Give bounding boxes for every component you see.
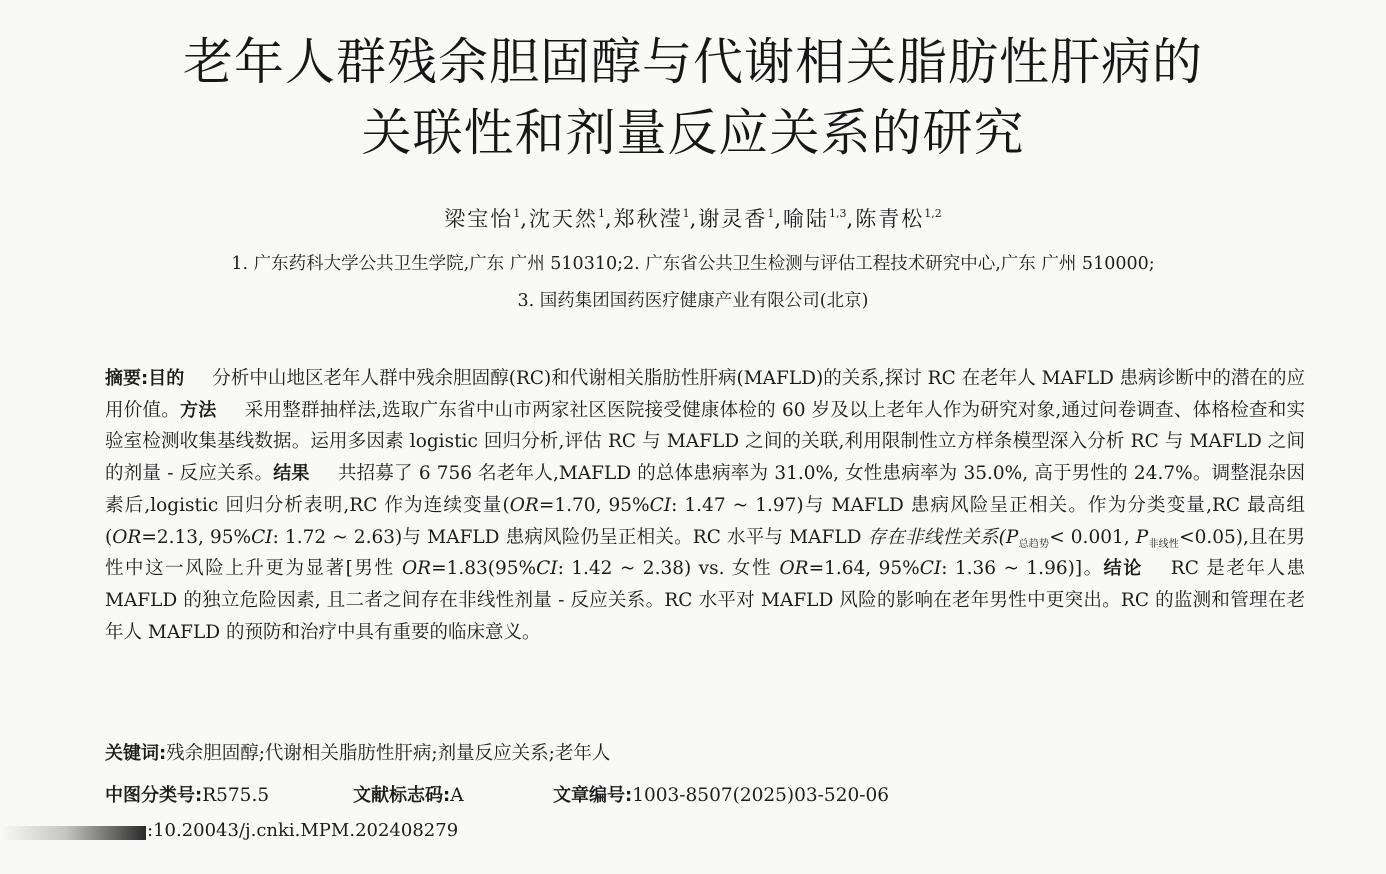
article-number [553, 781, 889, 807]
keywords-label: 关键词: [105, 743, 167, 764]
author-separator: , [774, 207, 784, 231]
author-affiliation-mark: 1 [513, 207, 521, 220]
doc-code-value: A [450, 785, 464, 806]
results-text: =1.70, 95% [538, 494, 650, 516]
conclusion-label: 结论 [1103, 558, 1143, 580]
objective-label: 目的 [148, 368, 185, 389]
author-affiliation-mark: 1 [597, 207, 605, 220]
author-list [0, 203, 1386, 233]
paper-title-line-1: 老年人群残余胆固醇与代谢相关脂肪性肝病的 [183, 33, 1203, 91]
doc-code-label: 文献标志码: [353, 785, 451, 806]
odds-ratio-symbol: OR [401, 558, 432, 580]
author-separator: , [604, 207, 614, 231]
abstract [105, 363, 1305, 648]
clc-number [105, 781, 269, 807]
p-value-symbol: P [1135, 526, 1149, 548]
author-name: 喻陆 [783, 207, 830, 231]
results-text: =1.64, 95% [808, 558, 920, 580]
confidence-interval-symbol: CI [251, 526, 273, 548]
clc-value: R575.5 [202, 785, 270, 806]
results-text: =2.13, 95% [141, 526, 252, 548]
p-value-subscript: 总趋势 [1018, 538, 1050, 550]
author-name: 陈青松 [855, 207, 925, 231]
results-text: : 1.42 ~ 2.38) vs. 女性 [557, 558, 780, 580]
keywords-value: 残余胆固醇;代谢相关脂肪性肝病;剂量反应关系;老年人 [166, 743, 611, 764]
article-number-value: 1003-8507(2025)03-520-06 [632, 785, 890, 806]
article-number-label: 文章编号: [553, 785, 633, 806]
author-name: 谢灵香 [698, 207, 768, 231]
document-code [353, 781, 464, 807]
author-affiliation-mark: 1,3 [829, 207, 847, 220]
doi-line: :10.20043/j.cnki.MPM.202408279 [147, 820, 459, 841]
affiliation-line-2: 3. 国药集团国药医疗健康产业有限公司(北京) [517, 291, 869, 311]
confidence-interval-symbol: CI [919, 558, 942, 580]
results-text-italic: 存在非线性关系( [867, 526, 1006, 548]
confidence-interval-symbol: CI [536, 558, 558, 580]
methods-text: 采用整群抽样法,选取广东省中山市两家社区医院接受健康体检的 60 岁及以上老年人作为研究对象,通过问卷调查、体格检查和实验室检测收集基线数据。运用多因素 logistic 回归分析,评估 RC 与 MAFLD 之间的关联,利用限制性立方样条模型深入分析 RC 与 MAFLD 之间的剂量 - 反应关系。 [105, 399, 1305, 485]
results-text: =1.83(95% [431, 558, 537, 580]
author-name: 梁宝怡 [444, 207, 514, 231]
objective-text: 分析中山地区老年人群中残余胆固醇(RC)和代谢相关脂肪性肝病(MAFLD)的关系,探讨 RC 在老年人 MAFLD 患病诊断中的潜在的应用价值。 [105, 368, 1305, 421]
author-affiliation-mark: 1 [767, 207, 775, 220]
author-separator: , [689, 207, 699, 231]
keywords-line [105, 739, 610, 765]
abstract-label: 摘要: [105, 368, 149, 389]
results-text: : 1.47 ~ 1.97)与 MAFLD 患病风险呈正相关。作为分类变量,RC 最高组( [105, 494, 1305, 548]
results-text: <0.05),且在男性中这一风险上升更为显著[男性 [105, 526, 1306, 580]
paper-title-line-2: 关联性和剂量反应关系的研究 [361, 104, 1025, 162]
doi-label-bar [0, 826, 146, 840]
affiliation-line-1: 1. 广东药科大学公共卫生学院,广东 广州 510310;2. 广东省公共卫生检测与评估工程技术研究中心,广东 广州 510000; [231, 254, 1155, 274]
results-text: 共招募了 6 756 名老年人,MAFLD 的总体患病率为 31.0%, 女性患病率为 35.0%, 高于男性的 24.7%。调整混杂因素后,logistic 回归分析表明,RC 作为连续变量( [105, 463, 1306, 516]
p-value-symbol: P [1005, 526, 1019, 548]
methods-label: 方法 [180, 399, 217, 421]
odds-ratio-symbol: OR [509, 494, 539, 516]
odds-ratio-symbol: OR [779, 558, 809, 580]
author-name: 郑秋滢 [613, 207, 683, 231]
author-affiliation-mark: 1,2 [924, 207, 942, 220]
author-separator: , [846, 207, 856, 231]
results-text: : 1.36 ~ 1.96)]。 [941, 558, 1104, 580]
author-name: 沈天然 [528, 207, 598, 231]
odds-ratio-symbol: OR [112, 526, 142, 548]
results-text: : 1.72 ~ 2.63)与 MAFLD 患病风险仍呈正相关。RC 水平与 MAFLD [272, 526, 868, 548]
conclusion-text: RC 是老年人患 MAFLD 的独立危险因素, 且二者之间存在非线性剂量 - 反应关系。RC 水平对 MAFLD 风险的影响在老年男性中更突出。RC 的监测和管理在老年人 MAFLD 的预防和治疗中具有重要的临床意义。 [105, 558, 1306, 643]
results-label: 结果 [273, 463, 310, 485]
p-value-subscript: 非线性 [1148, 538, 1180, 550]
author-affiliation-mark: 1 [682, 207, 690, 220]
clc-label: 中图分类号: [105, 785, 203, 806]
results-text: < 0.001, [1049, 526, 1136, 548]
confidence-interval-symbol: CI [649, 494, 672, 516]
author-separator: , [520, 207, 529, 231]
